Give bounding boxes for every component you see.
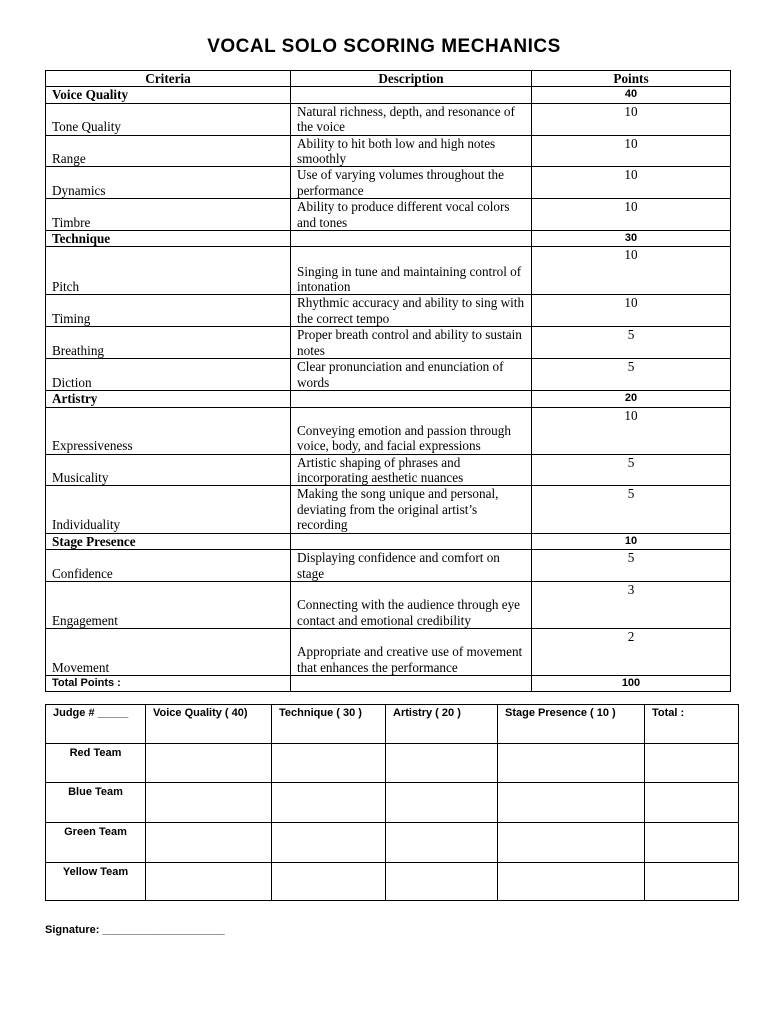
section-points: 10 xyxy=(532,533,731,549)
criteria-name: Timbre xyxy=(46,199,291,231)
criteria-row xyxy=(46,628,731,675)
section-points: 20 xyxy=(532,391,731,407)
section-row xyxy=(46,231,731,247)
stage-presence-score-cell xyxy=(498,744,645,783)
criteria-description: Natural richness, depth, and resonance of the voice xyxy=(291,103,532,135)
criteria-row xyxy=(46,359,731,391)
criteria-description: Conveying emotion and passion through voice, body, and facial expressions xyxy=(291,407,532,454)
team-name: Red Team xyxy=(46,744,146,783)
criteria-name: Tone Quality xyxy=(46,103,291,135)
criteria-points: 10 xyxy=(532,135,731,167)
criteria-description: Ability to hit both low and high notes smoothly xyxy=(291,135,532,167)
artistry-score-cell xyxy=(386,744,498,783)
column-header-criteria: Criteria xyxy=(46,71,291,87)
artistry-header: Artistry ( 20 ) xyxy=(386,705,498,744)
section-points: 30 xyxy=(532,231,731,247)
artistry-score-cell xyxy=(386,863,498,901)
voice-quality-score-cell xyxy=(146,744,272,783)
signature-line: Signature: ____________________ xyxy=(45,924,225,936)
criteria-points: 5 xyxy=(532,454,731,486)
criteria-points: 10 xyxy=(532,247,731,295)
section-row xyxy=(46,87,731,103)
criteria-name: Engagement xyxy=(46,581,291,628)
technique-header: Technique ( 30 ) xyxy=(272,705,386,744)
criteria-description: Making the song unique and personal, deviating from the original artist’s recording xyxy=(291,486,532,533)
criteria-row xyxy=(46,486,731,533)
criteria-points: 10 xyxy=(532,407,731,454)
team-row xyxy=(46,783,739,823)
criteria-name: Movement xyxy=(46,628,291,675)
criteria-row xyxy=(46,581,731,628)
criteria-row xyxy=(46,199,731,231)
section-description xyxy=(291,391,532,407)
criteria-description: Use of varying volumes throughout the performance xyxy=(291,167,532,199)
judge-header-row xyxy=(46,705,739,744)
section-name: Technique xyxy=(46,231,291,247)
team-name: Green Team xyxy=(46,823,146,863)
criteria-name: Pitch xyxy=(46,247,291,295)
criteria-description: Ability to produce different vocal colors and tones xyxy=(291,199,532,231)
criteria-name: Expressiveness xyxy=(46,407,291,454)
technique-score-cell xyxy=(272,783,386,823)
technique-score-cell xyxy=(272,744,386,783)
criteria-points: 5 xyxy=(532,359,731,391)
criteria-points: 10 xyxy=(532,199,731,231)
section-row xyxy=(46,533,731,549)
criteria-points: 5 xyxy=(532,327,731,359)
team-name: Blue Team xyxy=(46,783,146,823)
criteria-row xyxy=(46,327,731,359)
criteria-row xyxy=(46,549,731,581)
section-description xyxy=(291,231,532,247)
criteria-description: Rhythmic accuracy and ability to sing with the correct tempo xyxy=(291,295,532,327)
voice-quality-header: Voice Quality ( 40) xyxy=(146,705,272,744)
judge-score-table xyxy=(45,704,739,901)
section-row xyxy=(46,391,731,407)
criteria-row xyxy=(46,407,731,454)
criteria-points: 10 xyxy=(532,103,731,135)
total-row xyxy=(46,675,731,691)
criteria-points: 3 xyxy=(532,581,731,628)
criteria-points: 5 xyxy=(532,549,731,581)
criteria-points: 2 xyxy=(532,628,731,675)
criteria-points: 10 xyxy=(532,295,731,327)
criteria-name: Confidence xyxy=(46,549,291,581)
criteria-description: Proper breath control and ability to sustain notes xyxy=(291,327,532,359)
technique-score-cell xyxy=(272,863,386,901)
criteria-description: Singing in tune and maintaining control of intonation xyxy=(291,247,532,295)
criteria-row xyxy=(46,167,731,199)
criteria-description: Clear pronunciation and enunciation of words xyxy=(291,359,532,391)
criteria-name: Musicality xyxy=(46,454,291,486)
criteria-points: 5 xyxy=(532,486,731,533)
total-score-cell xyxy=(645,744,739,783)
criteria-header-row xyxy=(46,71,731,87)
criteria-row xyxy=(46,295,731,327)
criteria-row xyxy=(46,103,731,135)
column-header-points: Points xyxy=(532,71,731,87)
section-name: Stage Presence xyxy=(46,533,291,549)
criteria-description: Appropriate and creative use of movement that enhances the performance xyxy=(291,628,532,675)
section-description xyxy=(291,87,532,103)
voice-quality-score-cell xyxy=(146,783,272,823)
criteria-name: Range xyxy=(46,135,291,167)
stage-presence-score-cell xyxy=(498,823,645,863)
criteria-name: Timing xyxy=(46,295,291,327)
technique-score-cell xyxy=(272,823,386,863)
judge-number-header: Judge # _____ xyxy=(46,705,146,744)
section-name: Voice Quality xyxy=(46,87,291,103)
stage-presence-score-cell xyxy=(498,783,645,823)
criteria-description: Connecting with the audience through eye contact and emotional credibility xyxy=(291,581,532,628)
criteria-name: Diction xyxy=(46,359,291,391)
voice-quality-score-cell xyxy=(146,863,272,901)
criteria-table xyxy=(45,70,731,692)
criteria-name: Individuality xyxy=(46,486,291,533)
stage-presence-header: Stage Presence ( 10 ) xyxy=(498,705,645,744)
team-name: Yellow Team xyxy=(46,863,146,901)
total-score-cell xyxy=(645,783,739,823)
criteria-row xyxy=(46,454,731,486)
criteria-row xyxy=(46,247,731,295)
total-description xyxy=(291,675,532,691)
stage-presence-score-cell xyxy=(498,863,645,901)
artistry-score-cell xyxy=(386,823,498,863)
criteria-row xyxy=(46,135,731,167)
team-row xyxy=(46,863,739,901)
total-score-cell xyxy=(645,823,739,863)
column-header-description: Description xyxy=(291,71,532,87)
criteria-name: Breathing xyxy=(46,327,291,359)
criteria-points: 10 xyxy=(532,167,731,199)
page-title: VOCAL SOLO SCORING MECHANICS xyxy=(207,36,561,57)
criteria-name: Dynamics xyxy=(46,167,291,199)
section-points: 40 xyxy=(532,87,731,103)
criteria-description: Displaying confidence and comfort on stage xyxy=(291,549,532,581)
team-row xyxy=(46,823,739,863)
voice-quality-score-cell xyxy=(146,823,272,863)
section-name: Artistry xyxy=(46,391,291,407)
total-label: Total Points : xyxy=(46,675,291,691)
total-score-cell xyxy=(645,863,739,901)
team-row xyxy=(46,744,739,783)
total-points: 100 xyxy=(532,675,731,691)
total-header: Total : xyxy=(645,705,739,744)
criteria-description: Artistic shaping of phrases and incorporating aesthetic nuances xyxy=(291,454,532,486)
section-description xyxy=(291,533,532,549)
artistry-score-cell xyxy=(386,783,498,823)
